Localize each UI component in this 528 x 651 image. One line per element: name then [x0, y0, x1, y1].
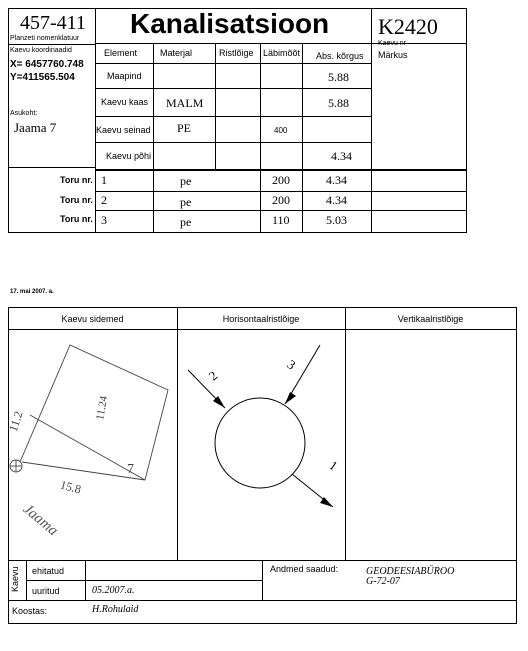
row-diameter-walls: 400	[274, 126, 288, 135]
pipe-2-elevation: 4.34	[326, 193, 347, 207]
pipe-arrow-label-3: 3	[284, 356, 299, 373]
remarks-label: Märkus	[378, 50, 408, 60]
location-label: Asukoht:	[10, 110, 38, 117]
col-header-section: Ristlõige	[219, 48, 254, 58]
well-number: K2420	[378, 14, 438, 39]
coordinate-y: Y=411565.504	[10, 72, 75, 83]
row-element-bottom: Kaevu põhi	[106, 151, 152, 161]
pipe-3-elevation: 5.03	[326, 213, 347, 227]
coordinate-x: X= 6457760.748	[10, 59, 84, 70]
pipe-2-number: 2	[101, 193, 107, 207]
tie-label-11-2: 11.2	[5, 409, 26, 434]
location-value: Jaama 7	[14, 120, 57, 135]
coordinates-label: Kaevu koordinaadid	[10, 47, 72, 54]
pipe-1-material: pe	[180, 174, 192, 188]
footer-author-value: H.Rohulaid	[92, 604, 139, 615]
col-header-element: Element	[104, 48, 138, 58]
well-ties-sketch	[10, 345, 168, 480]
tie-label-15-8: 15.8	[58, 477, 83, 497]
footer-author-label: Koostas:	[12, 606, 48, 616]
pipe-3-diameter: 110	[272, 213, 290, 227]
row-element-walls: Kaevu seinad	[96, 125, 151, 135]
pipe-label-2: Toru nr.	[60, 195, 93, 205]
signature-text: Jaama	[19, 501, 61, 540]
row-material-walls: PE	[177, 121, 192, 135]
pipe-arrowheads	[213, 392, 333, 507]
nomenclature-label: Planzeti nomenklatuur	[10, 35, 80, 42]
pipe-2-diameter: 200	[272, 193, 290, 207]
footer-data-from-code: G-72-07	[366, 576, 400, 587]
col-title-vertical: Vertikaalristlõige	[397, 314, 464, 324]
footer-built-label: ehitatud	[32, 566, 65, 576]
col-header-material: Materjal	[160, 48, 193, 58]
footer-surveyed-label: uuritud	[32, 586, 60, 596]
pipe-1-elevation: 4.34	[326, 173, 347, 187]
pipe-arrow-label-2: 2	[205, 367, 221, 384]
row-material-cover: MALM	[166, 96, 204, 110]
pipe-3-number: 3	[101, 213, 107, 227]
row-elevation-bottom: 4.34	[331, 149, 352, 163]
pipe-3-material: pe	[180, 215, 192, 229]
pipe-arrow-label-1: 1	[326, 457, 341, 474]
pipe-2-material: pe	[180, 195, 192, 209]
col-title-horizontal: Horisontaalristlõige	[222, 314, 300, 324]
well-number-label: Kaevu nr	[378, 40, 407, 47]
row-elevation-ground: 5.88	[328, 70, 349, 84]
tie-label-11-24: 11.24	[94, 394, 111, 422]
nomenclature-number: 457-411	[20, 12, 86, 34]
col-header-elevation: Abs. kõrgus	[316, 51, 364, 61]
row-element-ground: Maapind	[107, 71, 142, 81]
tie-label-7: 7	[127, 462, 134, 477]
pipe-label-1: Toru nr.	[60, 175, 93, 185]
footer-surveyed-value: 05.2007.a.	[92, 585, 135, 596]
pipe-1-diameter: 200	[272, 173, 290, 187]
date-line: 17. mai 2007. a.	[10, 289, 54, 295]
col-title-ties: Kaevu sidemed	[61, 314, 124, 324]
col-header-diameter: Läbimõõt	[263, 48, 301, 58]
footer-data-from-value: GEODEESIABÜROO	[366, 566, 455, 577]
pipe-1-number: 1	[101, 173, 107, 187]
row-elevation-cover: 5.88	[328, 96, 349, 110]
pipe-label-3: Toru nr.	[60, 214, 93, 224]
page-title: Kanalisatsioon	[130, 8, 330, 39]
footer-side-label: Kaevu	[10, 566, 20, 592]
footer-data-from-label: Andmed saadud:	[270, 564, 339, 574]
row-element-cover: Kaevu kaas	[101, 97, 149, 107]
